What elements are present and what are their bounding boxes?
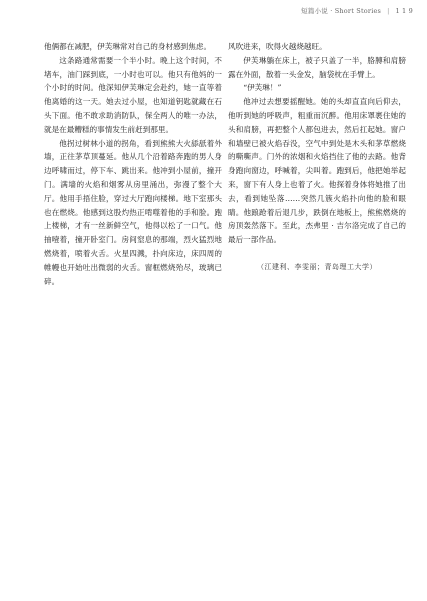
- translator-credit: （江建利、李雯丽；青岛理工大学）: [257, 262, 377, 271]
- running-header: [301, 6, 413, 15]
- left-column: [44, 40, 222, 288]
- paragraph: 风吹进来，吹得火越烧越旺。: [228, 42, 327, 51]
- paragraph: 这条路通常需要一个半小时。晚上这个时间，不堵车，油门踩到底，一小时也可以。他只有他妈的一个小时的时间。他深知伊芙琳定会赴约，她一直等着他离婚的这一天。她去过小屋，也知道钥匙就藏在石头下面。他不敢求助消防队，保全两人的唯一办法，就是在最糟糕的事情发生前赶到那里。: [44, 55, 222, 134]
- right-column: [228, 40, 406, 275]
- paragraph: 他俩都在减肥，伊芙琳常对自己的身材感到焦虑。: [44, 42, 212, 51]
- header-separator: |: [387, 6, 390, 15]
- paragraph: 伊芙琳躺在床上，被子只盖了一半，胳膊和肩膀露在外面，散着一头金发，脑袋枕在手臂上。: [228, 55, 406, 79]
- section-title: 短篇小说 · Short Stories: [301, 7, 382, 15]
- paragraph: 他拐过树林小道的拐角，看到熊熊大火舔舐着外墙，正往茅草顶蔓延。他从几个沿着路奔跑的男人身边呼啸而过，停下车、跳出来。他冲到小屋前，撞开门。满墙的火焰和烟雾从房里涌出，弥漫了整个大厅。他用手捂住脸，穿过大厅跑向楼梯。地下室那头也在燃烧。他感到这股灼热正啃噬着他的手和脸。跑上楼梯，才有一丝新鲜空气，他得以松了一口气。他抽噎着，撞开卧室门。房间窒息的那端，烈火猛烈地燃烧着，喷着火舌。火星四溅，扑向床边，床四周的帷幔也开始吐出微弱的火舌。窗框燃烧殆尽，玻璃已碎。: [44, 138, 222, 286]
- paragraph: 他冲过去想要摇醒她。她的头却直直向后仰去，他听到她的呼吸声，粗重而沉醉。他用床罩裹住她的头和肩膀，再把整个人都包进去，然后扛起她。窗户和墙壁已被火焰吞没，空气中到处是木头和茅草燃烧的嘶嘶声。门外的浓烟和火焰挡住了他的去路。他背身跑向窗边，呼喊着，尖叫着。跑到后，他把她举起来，窗下有人身上也着了火。他探着身体将她推了出去，看到她坠落……突然几簇火焰扑向他的脸和眼睛。他踉跄着后退几步，跌倒在地板上，熊熊燃烧的房顶轰然落下。至此，杰弗里 · 吉尔洛完成了自己的最后一部作品。: [228, 97, 406, 245]
- paragraph: “伊芙琳！”: [243, 83, 282, 93]
- page-number: 1 1 9: [395, 6, 413, 15]
